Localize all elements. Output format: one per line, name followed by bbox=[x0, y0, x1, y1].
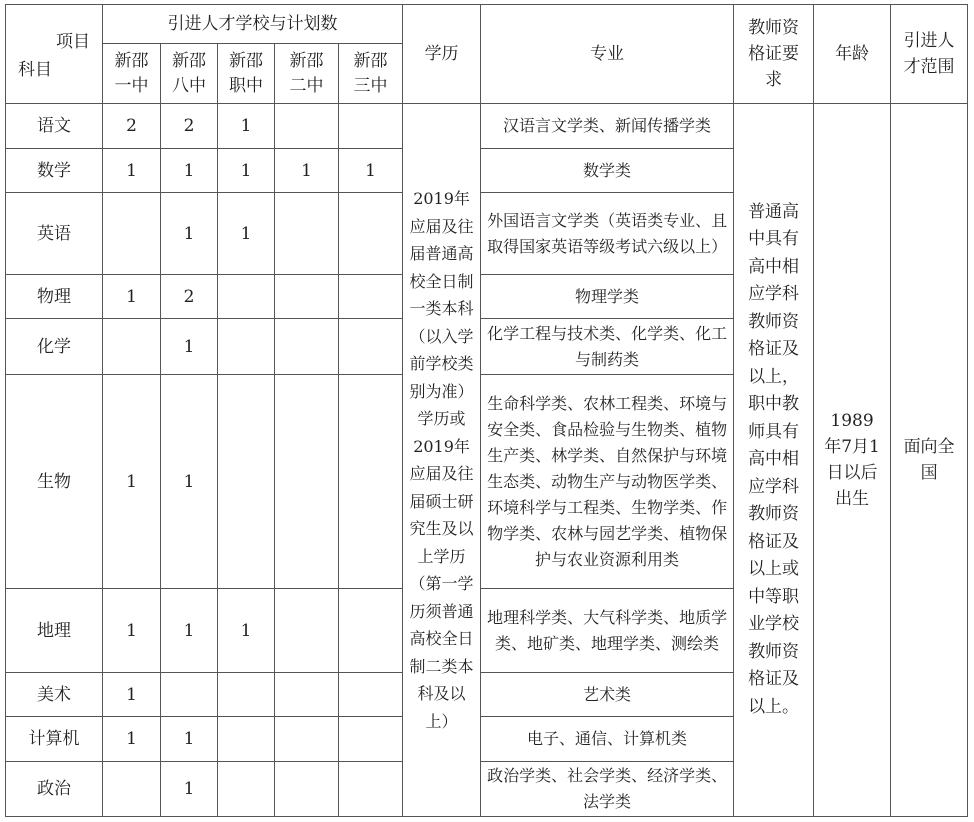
count-cell bbox=[103, 193, 161, 275]
header-certificate: 教师资格证要求 bbox=[734, 5, 814, 104]
count-cell: 1 bbox=[161, 149, 218, 193]
subject-cell: 物理 bbox=[6, 275, 103, 319]
count-cell bbox=[339, 319, 403, 375]
major-cell: 外国语言文学类（英语类专业、且取得国家英语等级考试六级以上） bbox=[481, 193, 734, 275]
count-cell: 1 bbox=[161, 762, 218, 817]
count-cell bbox=[275, 193, 339, 275]
count-cell: 1 bbox=[275, 149, 339, 193]
subject-cell: 生物 bbox=[6, 375, 103, 589]
certificate-requirement-cell: 普通高中具有高中相应学科教师资格证及以上，职中教师具有高中相应学科教师资格证及以上或中等职业学校教师资格证及以上。 bbox=[734, 104, 814, 817]
count-cell bbox=[339, 762, 403, 817]
scope-requirement-cell: 面向全国 bbox=[891, 104, 968, 817]
recruitment-plan-table bbox=[5, 4, 968, 817]
header-school-2: 新邵八中 bbox=[161, 44, 218, 104]
major-cell: 政治学类、社会学类、经济学类、法学类 bbox=[481, 762, 734, 817]
header-corner-cell bbox=[6, 5, 103, 104]
count-cell: 1 bbox=[218, 589, 275, 673]
count-cell bbox=[275, 762, 339, 817]
recruitment-table-container bbox=[5, 4, 967, 816]
count-cell bbox=[339, 193, 403, 275]
count-cell: 1 bbox=[161, 717, 218, 762]
count-cell: 1 bbox=[161, 193, 218, 275]
major-cell: 化学工程与技术类、化学类、化工与制药类 bbox=[481, 319, 734, 375]
count-cell: 1 bbox=[103, 717, 161, 762]
header-school-4: 新邵二中 bbox=[275, 44, 339, 104]
header-item-label: 项目 bbox=[56, 32, 90, 52]
count-cell bbox=[161, 673, 218, 717]
header-age: 年龄 bbox=[814, 5, 891, 104]
subject-cell: 语文 bbox=[6, 104, 103, 149]
count-cell: 1 bbox=[218, 193, 275, 275]
header-major: 专业 bbox=[481, 5, 734, 104]
count-cell: 1 bbox=[103, 149, 161, 193]
count-cell bbox=[218, 275, 275, 319]
count-cell bbox=[339, 589, 403, 673]
count-cell: 1 bbox=[161, 375, 218, 589]
count-cell bbox=[275, 589, 339, 673]
count-cell bbox=[275, 104, 339, 149]
count-cell: 1 bbox=[218, 149, 275, 193]
subject-cell: 英语 bbox=[6, 193, 103, 275]
count-cell: 1 bbox=[339, 149, 403, 193]
count-cell bbox=[275, 717, 339, 762]
subject-cell: 数学 bbox=[6, 149, 103, 193]
count-cell bbox=[218, 762, 275, 817]
major-cell: 数学类 bbox=[481, 149, 734, 193]
header-schools-group: 引进人才学校与计划数 bbox=[103, 5, 403, 44]
major-cell: 艺术类 bbox=[481, 673, 734, 717]
count-cell: 2 bbox=[161, 275, 218, 319]
subject-cell: 美术 bbox=[6, 673, 103, 717]
count-cell bbox=[218, 319, 275, 375]
education-requirement-cell: 2019年应届及往届普通高校全日制一类本科（以入学前学校类别为准）学历或2019年应届及往届硕士研究生及以上学历（第一学历须普通高校全日制二类本科及以上） bbox=[403, 104, 481, 817]
count-cell bbox=[275, 375, 339, 589]
count-cell bbox=[103, 319, 161, 375]
count-cell: 2 bbox=[161, 104, 218, 149]
major-cell: 地理科学类、大气科学类、地质学类、地矿类、地理学类、测绘类 bbox=[481, 589, 734, 673]
header-education: 学历 bbox=[403, 5, 481, 104]
count-cell: 1 bbox=[161, 319, 218, 375]
count-cell: 1 bbox=[161, 589, 218, 673]
subject-cell: 化学 bbox=[6, 319, 103, 375]
count-cell: 1 bbox=[103, 673, 161, 717]
header-school-3: 新邵职中 bbox=[218, 44, 275, 104]
major-cell: 生命科学类、农林工程类、环境与安全类、食品检验与生物类、植物生产类、林学类、自然保护与环境生态类、动物生产与动物医学类、环境科学与工程类、生物学类、作物学类、农林与园艺学类、植物保护与农业资源利用类 bbox=[481, 375, 734, 589]
subject-cell: 地理 bbox=[6, 589, 103, 673]
count-cell: 1 bbox=[103, 275, 161, 319]
count-cell bbox=[275, 673, 339, 717]
major-cell: 物理学类 bbox=[481, 275, 734, 319]
count-cell: 1 bbox=[103, 375, 161, 589]
header-school-1: 新邵一中 bbox=[103, 44, 161, 104]
major-cell: 电子、通信、计算机类 bbox=[481, 717, 734, 762]
count-cell bbox=[339, 717, 403, 762]
subject-cell: 计算机 bbox=[6, 717, 103, 762]
count-cell bbox=[218, 673, 275, 717]
count-cell bbox=[339, 673, 403, 717]
count-cell: 1 bbox=[103, 589, 161, 673]
age-requirement-cell: 1989年7月1日以后出生 bbox=[814, 104, 891, 817]
count-cell bbox=[339, 104, 403, 149]
count-cell: 2 bbox=[103, 104, 161, 149]
count-cell bbox=[218, 375, 275, 589]
subject-cell: 政治 bbox=[6, 762, 103, 817]
header-school-5: 新邵三中 bbox=[339, 44, 403, 104]
header-scope: 引进人才范围 bbox=[891, 5, 968, 104]
count-cell bbox=[103, 762, 161, 817]
count-cell: 1 bbox=[218, 104, 275, 149]
count-cell bbox=[218, 717, 275, 762]
count-cell bbox=[339, 375, 403, 589]
count-cell bbox=[275, 319, 339, 375]
count-cell bbox=[339, 275, 403, 319]
count-cell bbox=[275, 275, 339, 319]
major-cell: 汉语言文学类、新闻传播学类 bbox=[481, 104, 734, 149]
header-subject-label: 科目 bbox=[18, 60, 52, 80]
